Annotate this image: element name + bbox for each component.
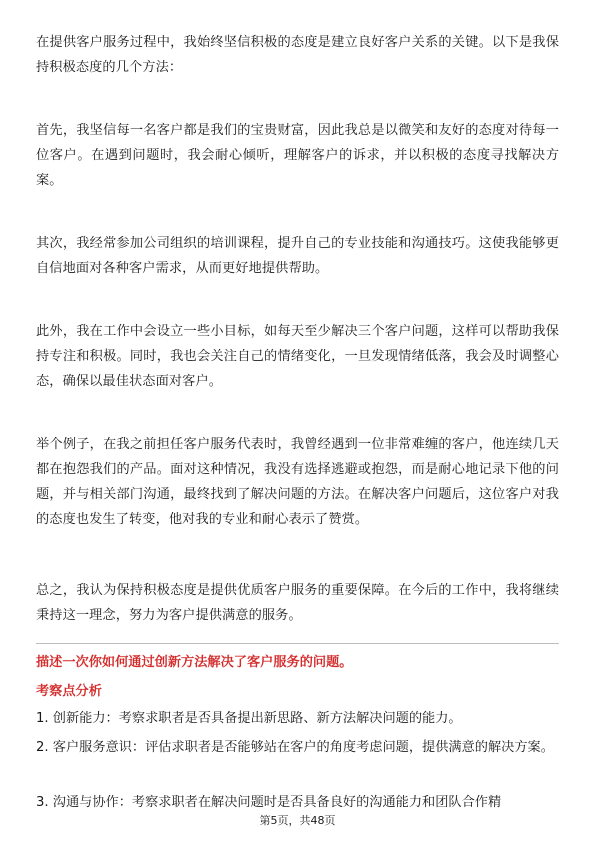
analysis-point: 2. 客户服务意识：评估求职者是否能够站在客户的角度考虑问题，提供满意的解决方案。: [36, 740, 554, 755]
page-number: 第5页，共48页: [259, 814, 336, 827]
paragraph-third: 此外，我在工作中会设立一些小目标，如每天至少解决三个客户问题，这样可以帮助我保持专注和积极。同时，我也会关注自己的情绪变化，一旦发现情绪低落，我会及时调整心态，确保以最佳状态面对客户。: [36, 324, 559, 389]
paragraph-intro: 在提供客户服务过程中，我始终坚信积极的态度是建立良好客户关系的关键。以下是我保持积极态度的几个方法：: [36, 35, 559, 75]
analysis-heading: 考察点分析: [36, 684, 102, 699]
interview-question: 描述一次你如何通过创新方法解决了客户服务的问题。: [36, 655, 353, 670]
section-divider: [36, 643, 559, 644]
paragraph-first: 首先，我坚信每一名客户都是我们的宝贵财富，因此我总是以微笑和友好的态度对待每一位客户。在遇到问题时，我会耐心倾听，理解客户的诉求，并以积极的态度寻找解决方案。: [36, 123, 559, 188]
analysis-point: 3. 沟通与协作：考察求职者在解决问题时是否具备良好的沟通能力和团队合作精: [36, 795, 502, 810]
paragraph-conclusion: 总之，我认为保持积极态度是提供优质客户服务的重要保障。在今后的工作中，我将继续秉持这一理念，努力为客户提供满意的服务。: [36, 583, 559, 623]
analysis-point: 1. 创新能力：考察求职者是否具备提出新思路、新方法解决问题的能力。: [36, 711, 462, 726]
paragraph-second: 其次，我经常参加公司组织的培训课程，提升自己的专业技能和沟通技巧。这使我能够更自信地面对各种客户需求，从而更好地提供帮助。: [36, 236, 559, 276]
paragraph-example: 举个例子，在我之前担任客户服务代表时，我曾经遇到一位非常难缠的客户，他连续几天都在抱怨我们的产品。面对这种情况，我没有选择逃避或抱怨，而是耐心地记录下他的问题，并与相关部门沟通，最终找到了解决问题的方法。在解决客户问题后，这位客户对我的态度也发生了转变，他对我的专业和耐心表示了赞赏。: [36, 437, 559, 527]
